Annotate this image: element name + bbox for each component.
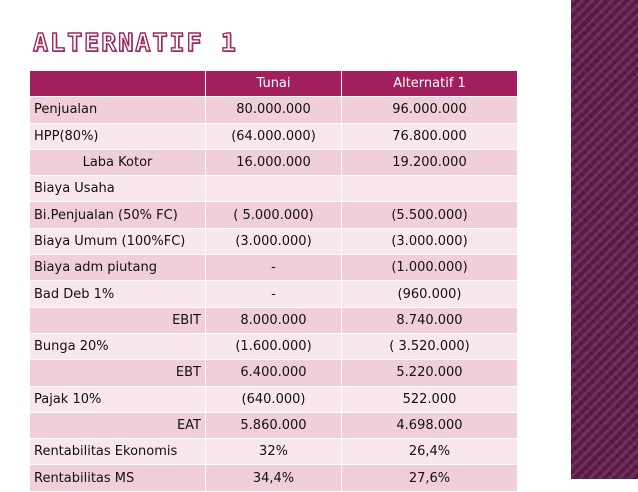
tunai-value: (1.600.000) <box>206 333 342 359</box>
row-label: Rentabilitas MS <box>30 465 206 491</box>
row-label: EBT <box>30 360 206 386</box>
tunai-value: 80.000.000 <box>206 97 342 123</box>
table-row <box>30 202 518 228</box>
row-label: Bi.Penjualan (50% FC) <box>30 202 206 228</box>
alternatif-1-value: 96.000.000 <box>342 97 518 123</box>
row-label: Bunga 20% <box>30 333 206 359</box>
tunai-value: (3.000.000) <box>206 228 342 254</box>
table-row <box>30 149 518 175</box>
decorative-side-stripe <box>571 0 638 479</box>
alternatif-1-value: 26,4% <box>342 439 518 465</box>
tunai-value: 6.400.000 <box>206 360 342 386</box>
alternatif-1-value: ( 3.520.000) <box>342 333 518 359</box>
slide-title: ALTERNATIF 1 <box>33 28 238 57</box>
row-label: Laba Kotor <box>30 149 206 175</box>
alternatif-1-value: 76.800.000 <box>342 123 518 149</box>
alternatif-1-value: 8.740.000 <box>342 307 518 333</box>
row-label: Penjualan <box>30 97 206 123</box>
alternatif-1-value: 27,6% <box>342 465 518 491</box>
row-label: Pajak 10% <box>30 386 206 412</box>
tunai-value: 32% <box>206 439 342 465</box>
table-row <box>30 176 518 202</box>
financial-comparison-table <box>29 70 518 492</box>
row-label: Biaya adm piutang <box>30 255 206 281</box>
alternatif-1-value: (5.500.000) <box>342 202 518 228</box>
row-label: Rentabilitas Ekonomis <box>30 439 206 465</box>
header-label-column <box>30 71 206 97</box>
table-row <box>30 123 518 149</box>
header-tunai: Tunai <box>206 71 342 97</box>
table-row <box>30 97 518 123</box>
row-label: Biaya Usaha <box>30 176 206 202</box>
table-row <box>30 412 518 438</box>
alternatif-1-value <box>342 176 518 202</box>
table-row <box>30 228 518 254</box>
table-row <box>30 255 518 281</box>
alternatif-1-value: (960.000) <box>342 281 518 307</box>
alternatif-1-value: (3.000.000) <box>342 228 518 254</box>
tunai-value: 16.000.000 <box>206 149 342 175</box>
alternatif-1-value: 19.200.000 <box>342 149 518 175</box>
table-row <box>30 439 518 465</box>
table-row <box>30 333 518 359</box>
table-row <box>30 386 518 412</box>
table-row <box>30 465 518 491</box>
row-label: EBIT <box>30 307 206 333</box>
tunai-value: ( 5.000.000) <box>206 202 342 228</box>
tunai-value: - <box>206 255 342 281</box>
alternatif-1-value: (1.000.000) <box>342 255 518 281</box>
row-label: EAT <box>30 412 206 438</box>
tunai-value: - <box>206 281 342 307</box>
tunai-value: (640.000) <box>206 386 342 412</box>
table-body <box>30 97 518 491</box>
row-label: Biaya Umum (100%FC) <box>30 228 206 254</box>
row-label: Bad Deb 1% <box>30 281 206 307</box>
tunai-value: 5.860.000 <box>206 412 342 438</box>
table-row <box>30 307 518 333</box>
tunai-value: (64.000.000) <box>206 123 342 149</box>
table-row <box>30 360 518 386</box>
alternatif-1-value: 522.000 <box>342 386 518 412</box>
table-header-row <box>30 71 518 97</box>
tunai-value: 8.000.000 <box>206 307 342 333</box>
header-alternatif-1: Alternatif 1 <box>342 71 518 97</box>
table-row <box>30 281 518 307</box>
row-label: HPP(80%) <box>30 123 206 149</box>
alternatif-1-value: 4.698.000 <box>342 412 518 438</box>
alternatif-1-value: 5.220.000 <box>342 360 518 386</box>
tunai-value: 34,4% <box>206 465 342 491</box>
tunai-value <box>206 176 342 202</box>
